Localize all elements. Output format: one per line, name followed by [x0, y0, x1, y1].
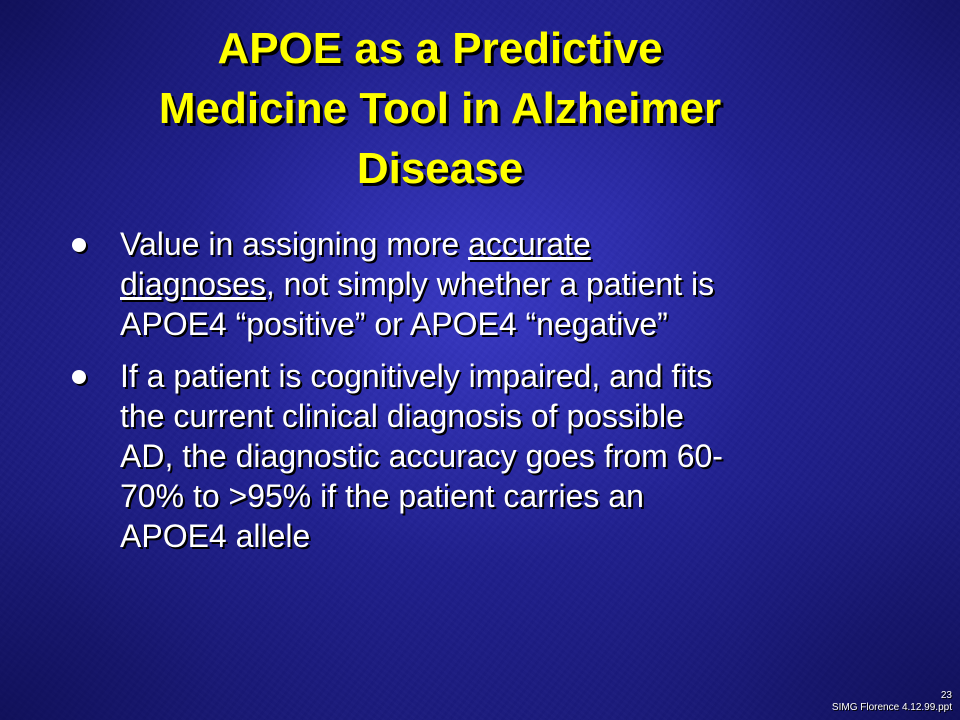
bullet-text-segment: Value in assigning more [120, 226, 469, 262]
bullet-line: APOE4 “positive” or APOE4 “negative” [120, 306, 668, 342]
bullet-line: 70% to >95% if the patient carries an [120, 478, 644, 514]
bullet-dot-icon [72, 370, 86, 384]
bullet-line: If a patient is cognitively impaired, and fits [120, 358, 713, 394]
bullet-line [120, 264, 892, 304]
bullet-text-segment: , not simply whether a patient is [265, 266, 715, 302]
bullet-text [120, 224, 892, 344]
bullet-item [72, 356, 892, 556]
bullet-line: the current clinical diagnosis of possible [120, 398, 684, 434]
bullet-item [72, 224, 892, 344]
bullet-list [72, 224, 892, 568]
title-line: Disease [356, 144, 524, 194]
bullet-text [120, 356, 892, 556]
underlined-term: diagnoses [120, 266, 266, 302]
bullet-line [120, 224, 892, 264]
bullet-dot-icon [72, 238, 86, 252]
underlined-term: accurate [468, 226, 591, 262]
slide-footer [832, 690, 952, 714]
file-name: SIMG Florence 4.12.99.ppt [831, 702, 952, 713]
title-line: APOE as a Predictive [217, 24, 663, 74]
page-number: 23 [940, 690, 952, 701]
slide-title [60, 19, 820, 199]
bullet-line: APOE4 allele [120, 518, 311, 554]
title-line: Medicine Tool in Alzheimer [158, 84, 722, 134]
bullet-line: AD, the diagnostic accuracy goes from 60- [120, 438, 723, 474]
